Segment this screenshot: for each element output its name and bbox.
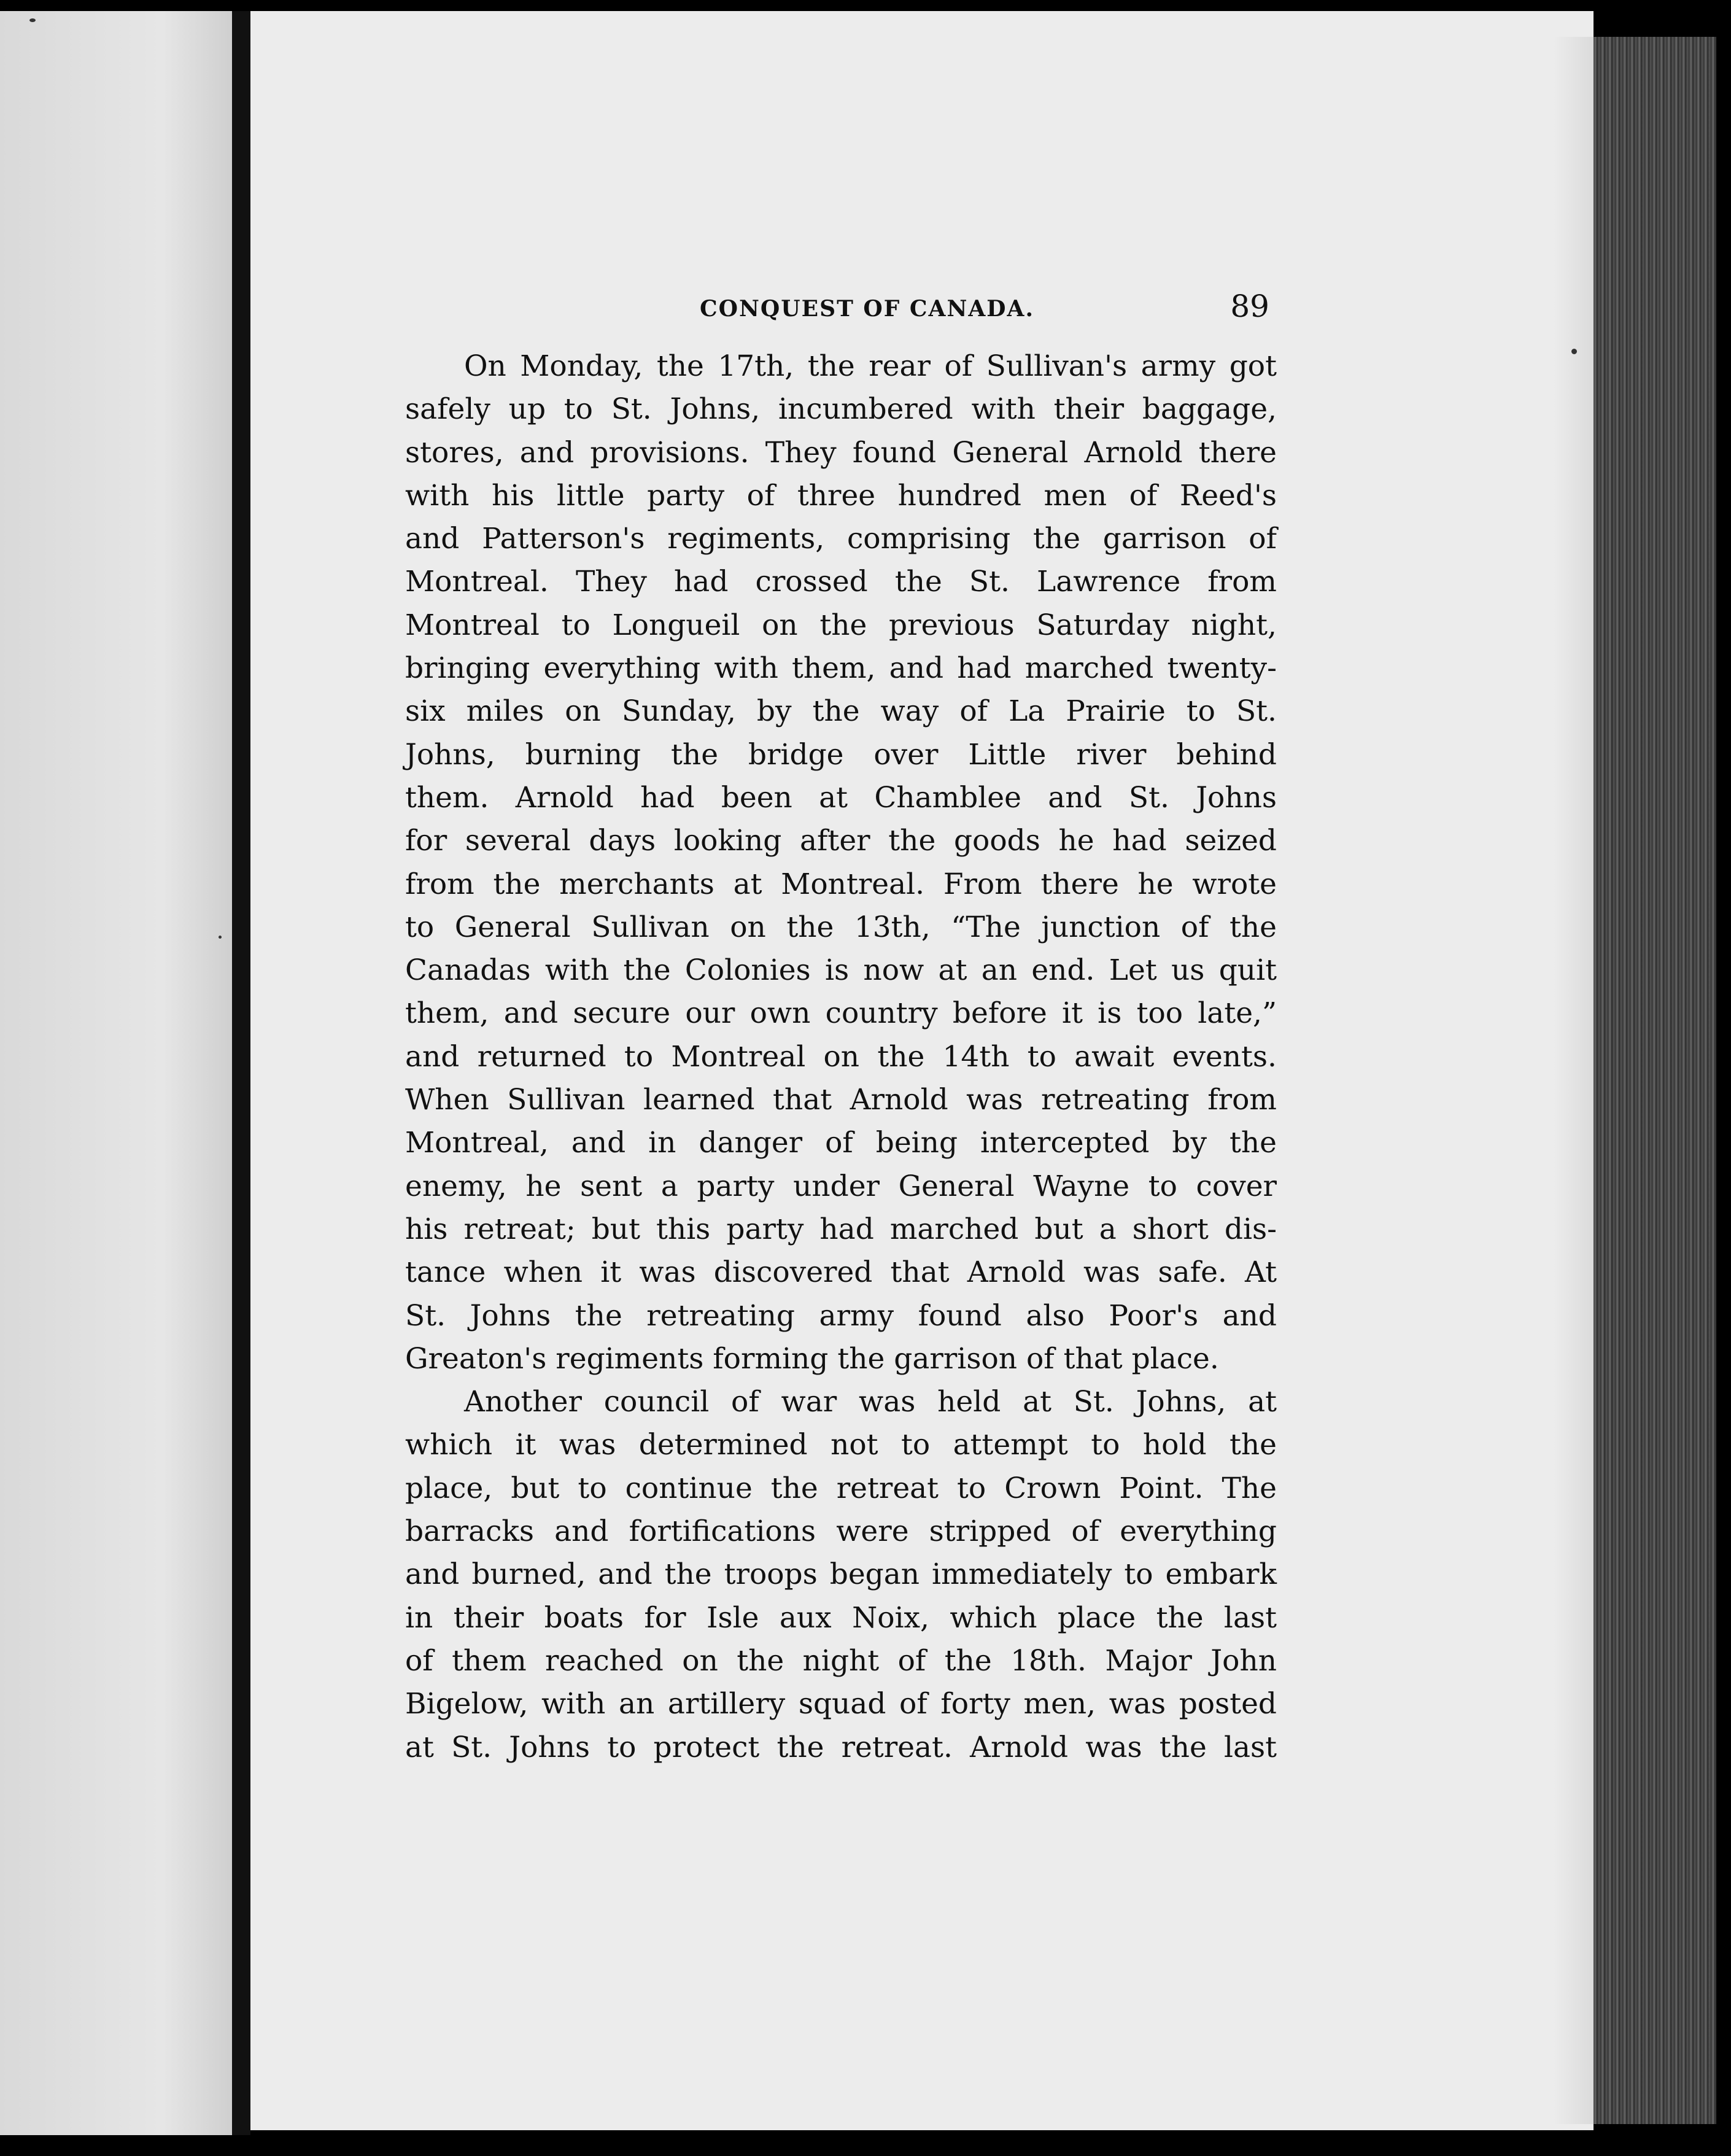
text-line: and Patterson's regiments, comprising the garrison of [405, 522, 1277, 556]
text-line: bringing everything with them, and had marched twenty- [405, 651, 1277, 686]
text-line: Montreal, and in danger of being intercepted by the [405, 1126, 1277, 1160]
text-line: in their boats for Isle aux Noix, which place the last [405, 1600, 1277, 1635]
page-header [700, 289, 1277, 338]
text-line: St. Johns the retreating army found also Poor's and [405, 1298, 1277, 1333]
text-line: stores, and provisions. They found General Arnold there [405, 435, 1277, 470]
text-line: them, and secure our own country before it is too late,” [405, 996, 1277, 1031]
book-page-edges [1594, 37, 1716, 2124]
book-gutter [232, 11, 250, 2135]
text-line: Johns, burning the bridge over Little river behind [405, 737, 1277, 772]
text-line: and returned to Montreal on the 14th to await events. [405, 1039, 1277, 1074]
ink-speck [29, 18, 36, 22]
text-line: place, but to continue the retreat to Crown Point. The [405, 1471, 1277, 1505]
text-line: to General Sullivan on the 13th, “The junction of the [405, 910, 1277, 944]
text-line: of them reached on the night of the 18th. Major John [405, 1643, 1277, 1678]
text-line: tance when it was discovered that Arnold was safe. At [405, 1255, 1277, 1290]
text-line: and burned, and the troops began immediately to embark [405, 1557, 1277, 1592]
text-line: Another council of war was held at St. Johns, at [464, 1385, 1277, 1419]
text-line: for several days looking after the goods he had seized [405, 824, 1277, 858]
text-line: Bigelow, with an artillery squad of forty men, was posted [405, 1687, 1277, 1721]
ink-speck [1571, 349, 1577, 354]
text-line: which it was determined not to attempt to hold the [405, 1428, 1277, 1462]
body-text [405, 345, 1277, 1769]
text-line: from the merchants at Montreal. From there he wrote [405, 867, 1277, 901]
text-line: at St. Johns to protect the retreat. Arnold was the last [405, 1730, 1277, 1764]
text-line: enemy, he sent a party under General Wayne to cover [405, 1169, 1277, 1203]
left-page [0, 11, 232, 2135]
text-line: six miles on Sunday, by the way of La Prairie to St. [405, 694, 1277, 729]
text-line: On Monday, the 17th, the rear of Sullivan's army got [464, 349, 1277, 383]
text-line: them. Arnold had been at Chamblee and St. Johns [405, 780, 1277, 815]
page-number: 89 [1230, 289, 1269, 324]
text-line: Montreal to Longueil on the previous Saturday night, [405, 608, 1277, 642]
text-line: barracks and fortifications were stripped of everything [405, 1514, 1277, 1549]
running-head: CONQUEST OF CANADA. [700, 296, 1034, 322]
text-line: Canadas with the Colonies is now at an end. Let us quit [405, 953, 1277, 988]
text-line: safely up to St. Johns, incumbered with their baggage, [405, 392, 1277, 427]
text-line: When Sullivan learned that Arnold was retreating from [405, 1083, 1277, 1117]
ink-speck [219, 936, 222, 939]
text-line: Greaton's regiments forming the garrison of that place. [405, 1341, 1219, 1376]
text-line: his retreat; but this party had marched but a short dis- [405, 1212, 1277, 1246]
text-line: with his little party of three hundred men of Reed's [405, 478, 1277, 513]
text-line: Montreal. They had crossed the St. Lawrence from [405, 565, 1277, 599]
